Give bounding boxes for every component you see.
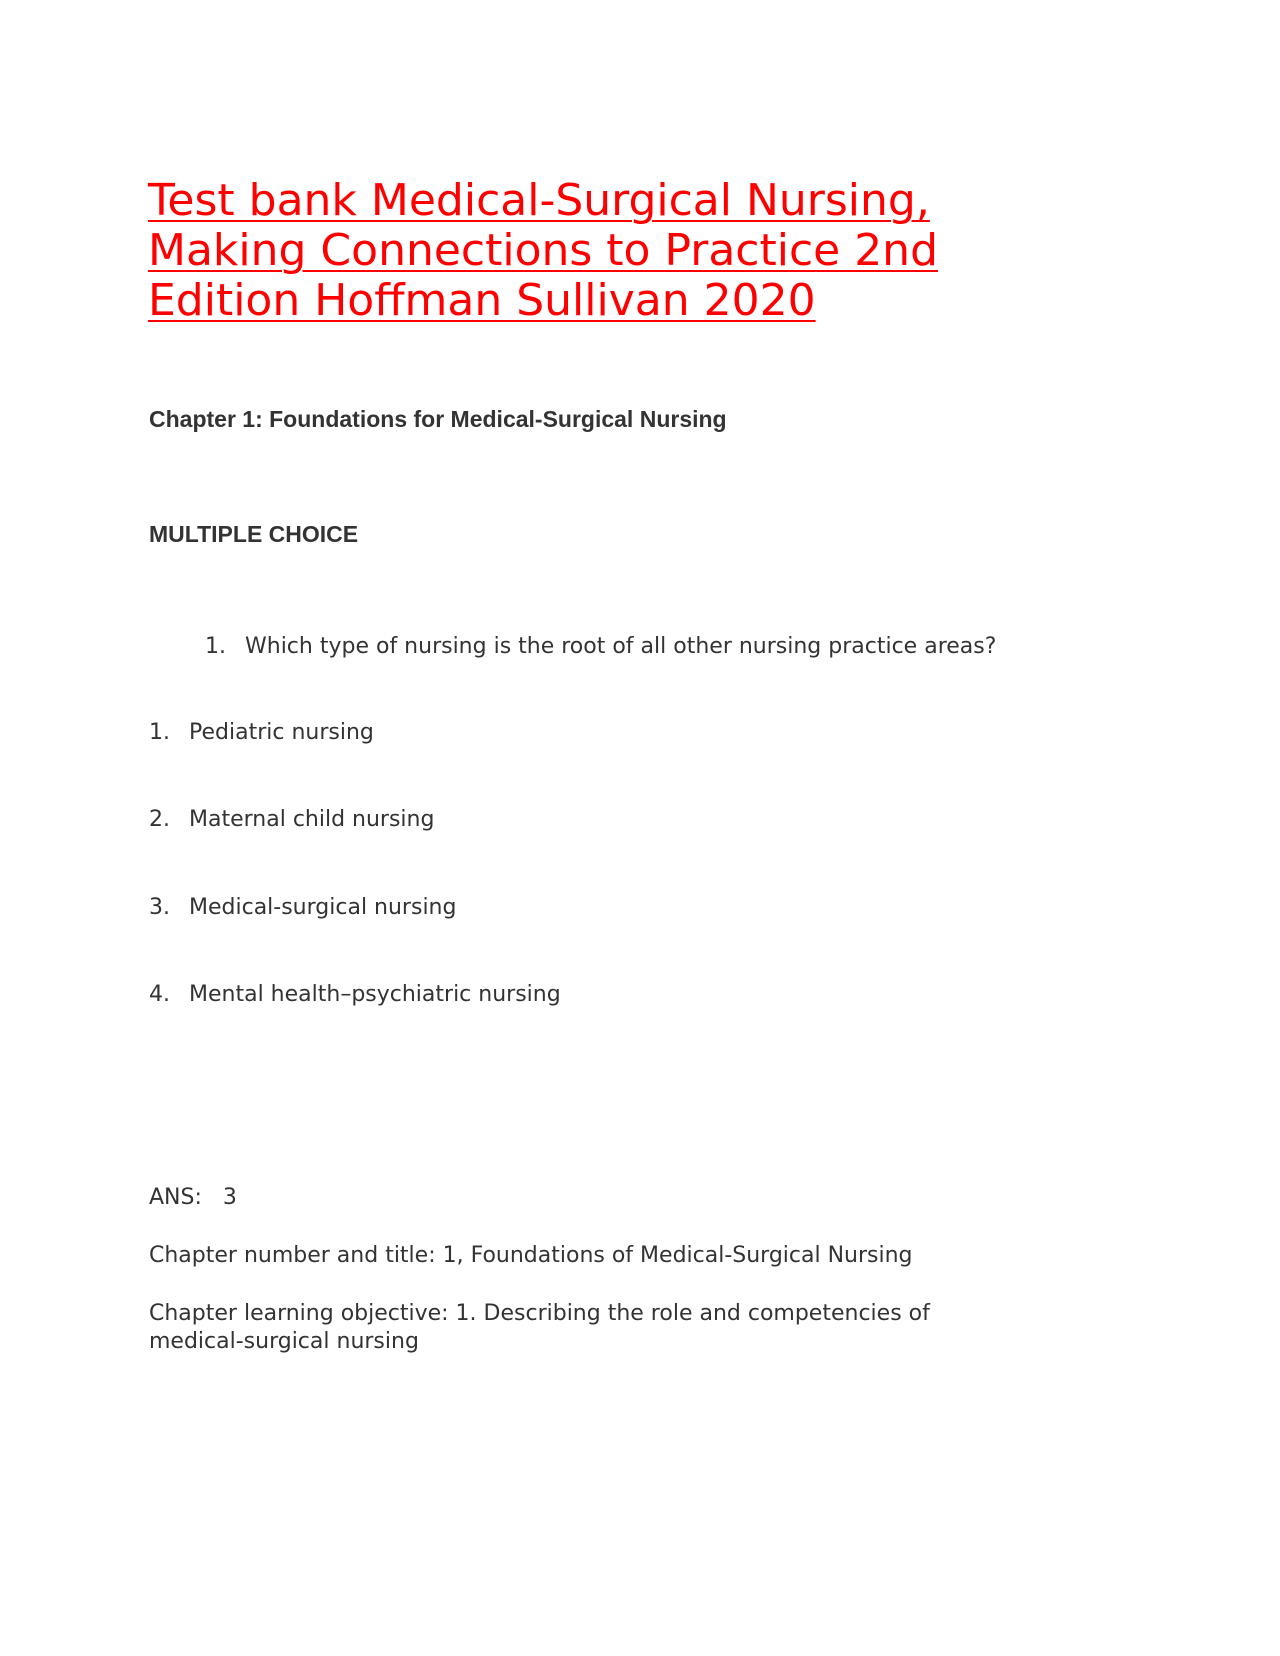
- chapter-info: Chapter number and title: 1, Foundations of Medical-Surgical Nursing: [149, 1243, 913, 1268]
- question-text: Which type of nursing is the root of all other nursing practice areas?: [245, 634, 997, 659]
- option-item: [149, 806, 434, 834]
- option-item: [149, 981, 561, 1009]
- option-text: Maternal child nursing: [189, 807, 435, 832]
- option-number: 4.: [149, 982, 170, 1007]
- option-number: 3.: [149, 895, 170, 920]
- answer: ANS: 3: [149, 1185, 237, 1210]
- section-heading: MULTIPLE CHOICE: [149, 521, 359, 547]
- option-text: Pediatric nursing: [189, 720, 374, 745]
- chapter-heading: Chapter 1: Foundations for Medical-Surgical Nursing: [149, 406, 727, 432]
- option-number: 1.: [149, 720, 170, 745]
- learning-objective-line: medical-surgical nursing: [149, 1329, 419, 1354]
- learning-objective: [149, 1300, 930, 1356]
- option-number: 2.: [149, 807, 170, 832]
- document-title-link[interactable]: Test bank Medical-Surgical Nursing, Making Connections to Practice 2nd Edition Hoffman Sullivan 2020: [148, 175, 939, 326]
- option-item: [149, 719, 374, 747]
- question-number: 1.: [205, 634, 226, 659]
- option-text: Mental health–psychiatric nursing: [189, 982, 561, 1007]
- question: [205, 633, 996, 661]
- learning-objective-line: Chapter learning objective: 1. Describing the role and competencies of: [149, 1301, 930, 1326]
- option-text: Medical-surgical nursing: [189, 895, 457, 920]
- option-item: [149, 894, 456, 922]
